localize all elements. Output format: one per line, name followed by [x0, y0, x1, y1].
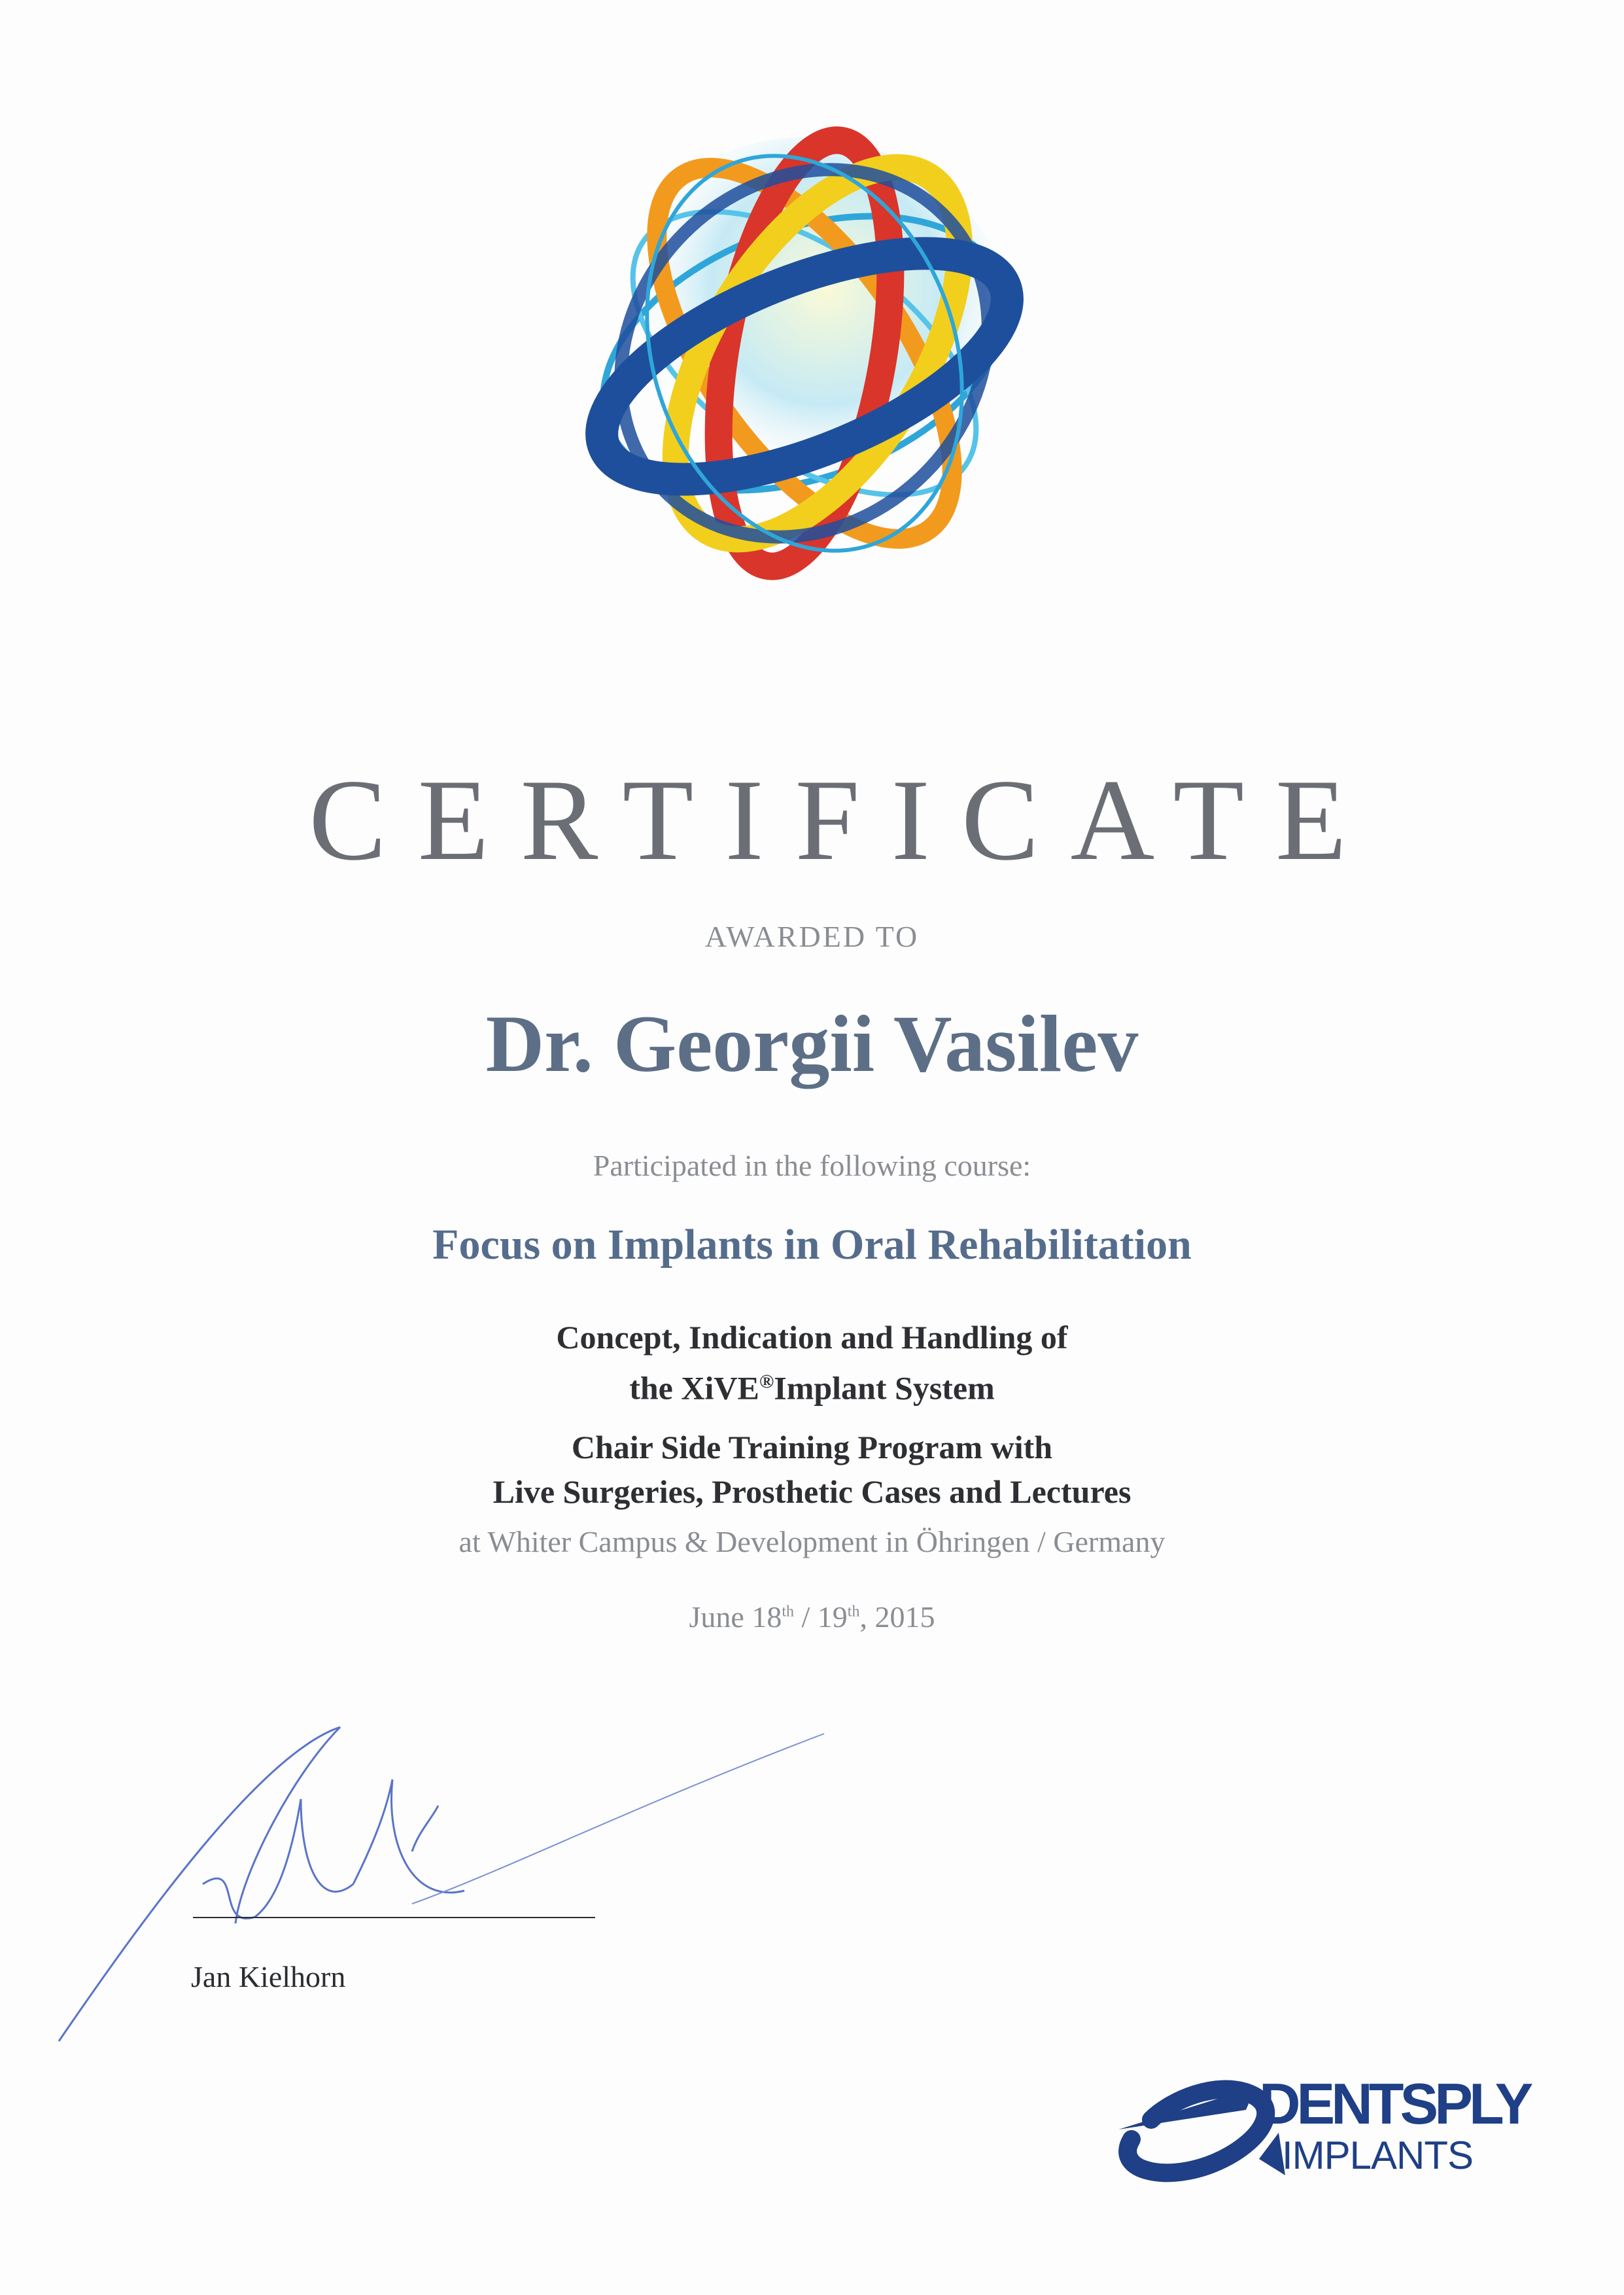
awarded-label: AWARDED TO	[704, 920, 920, 953]
signer-name: Jan Kielhorn	[191, 1960, 346, 1993]
course-intro: Participated in the following course:	[593, 1149, 1031, 1182]
course-date: June 18th / 19th, 2015	[689, 1600, 935, 1634]
signature-graphic	[46, 1701, 831, 2067]
description-line: Live Surgeries, Prosthetic Cases and Lectures	[492, 1473, 1132, 1510]
registered-mark: ®	[759, 1371, 774, 1392]
description-line: Concept, Indication and Handling of	[556, 1319, 1068, 1356]
signature-line	[193, 1917, 595, 1918]
course-description-1	[0, 1315, 1624, 1410]
certificate-title: CERTIFICATE	[309, 755, 1378, 885]
course-location: at Whiter Campus & Development in Öhringen / Germany	[458, 1525, 1166, 1558]
course-description-2	[0, 1425, 1624, 1514]
course-title: Focus on Implants in Oral Rehabilitation	[432, 1221, 1192, 1269]
emblem-graphic	[543, 92, 1066, 615]
logo-subtitle: IMPLANTS	[1282, 2133, 1474, 2177]
recipient-name: Dr. Georgii Vasilev	[485, 999, 1139, 1089]
description-line: the XiVE®Implant System	[629, 1369, 995, 1407]
logo-wordmark: DENTSPLY	[1259, 2071, 1530, 2136]
description-line: Chair Side Training Program with	[571, 1429, 1053, 1465]
